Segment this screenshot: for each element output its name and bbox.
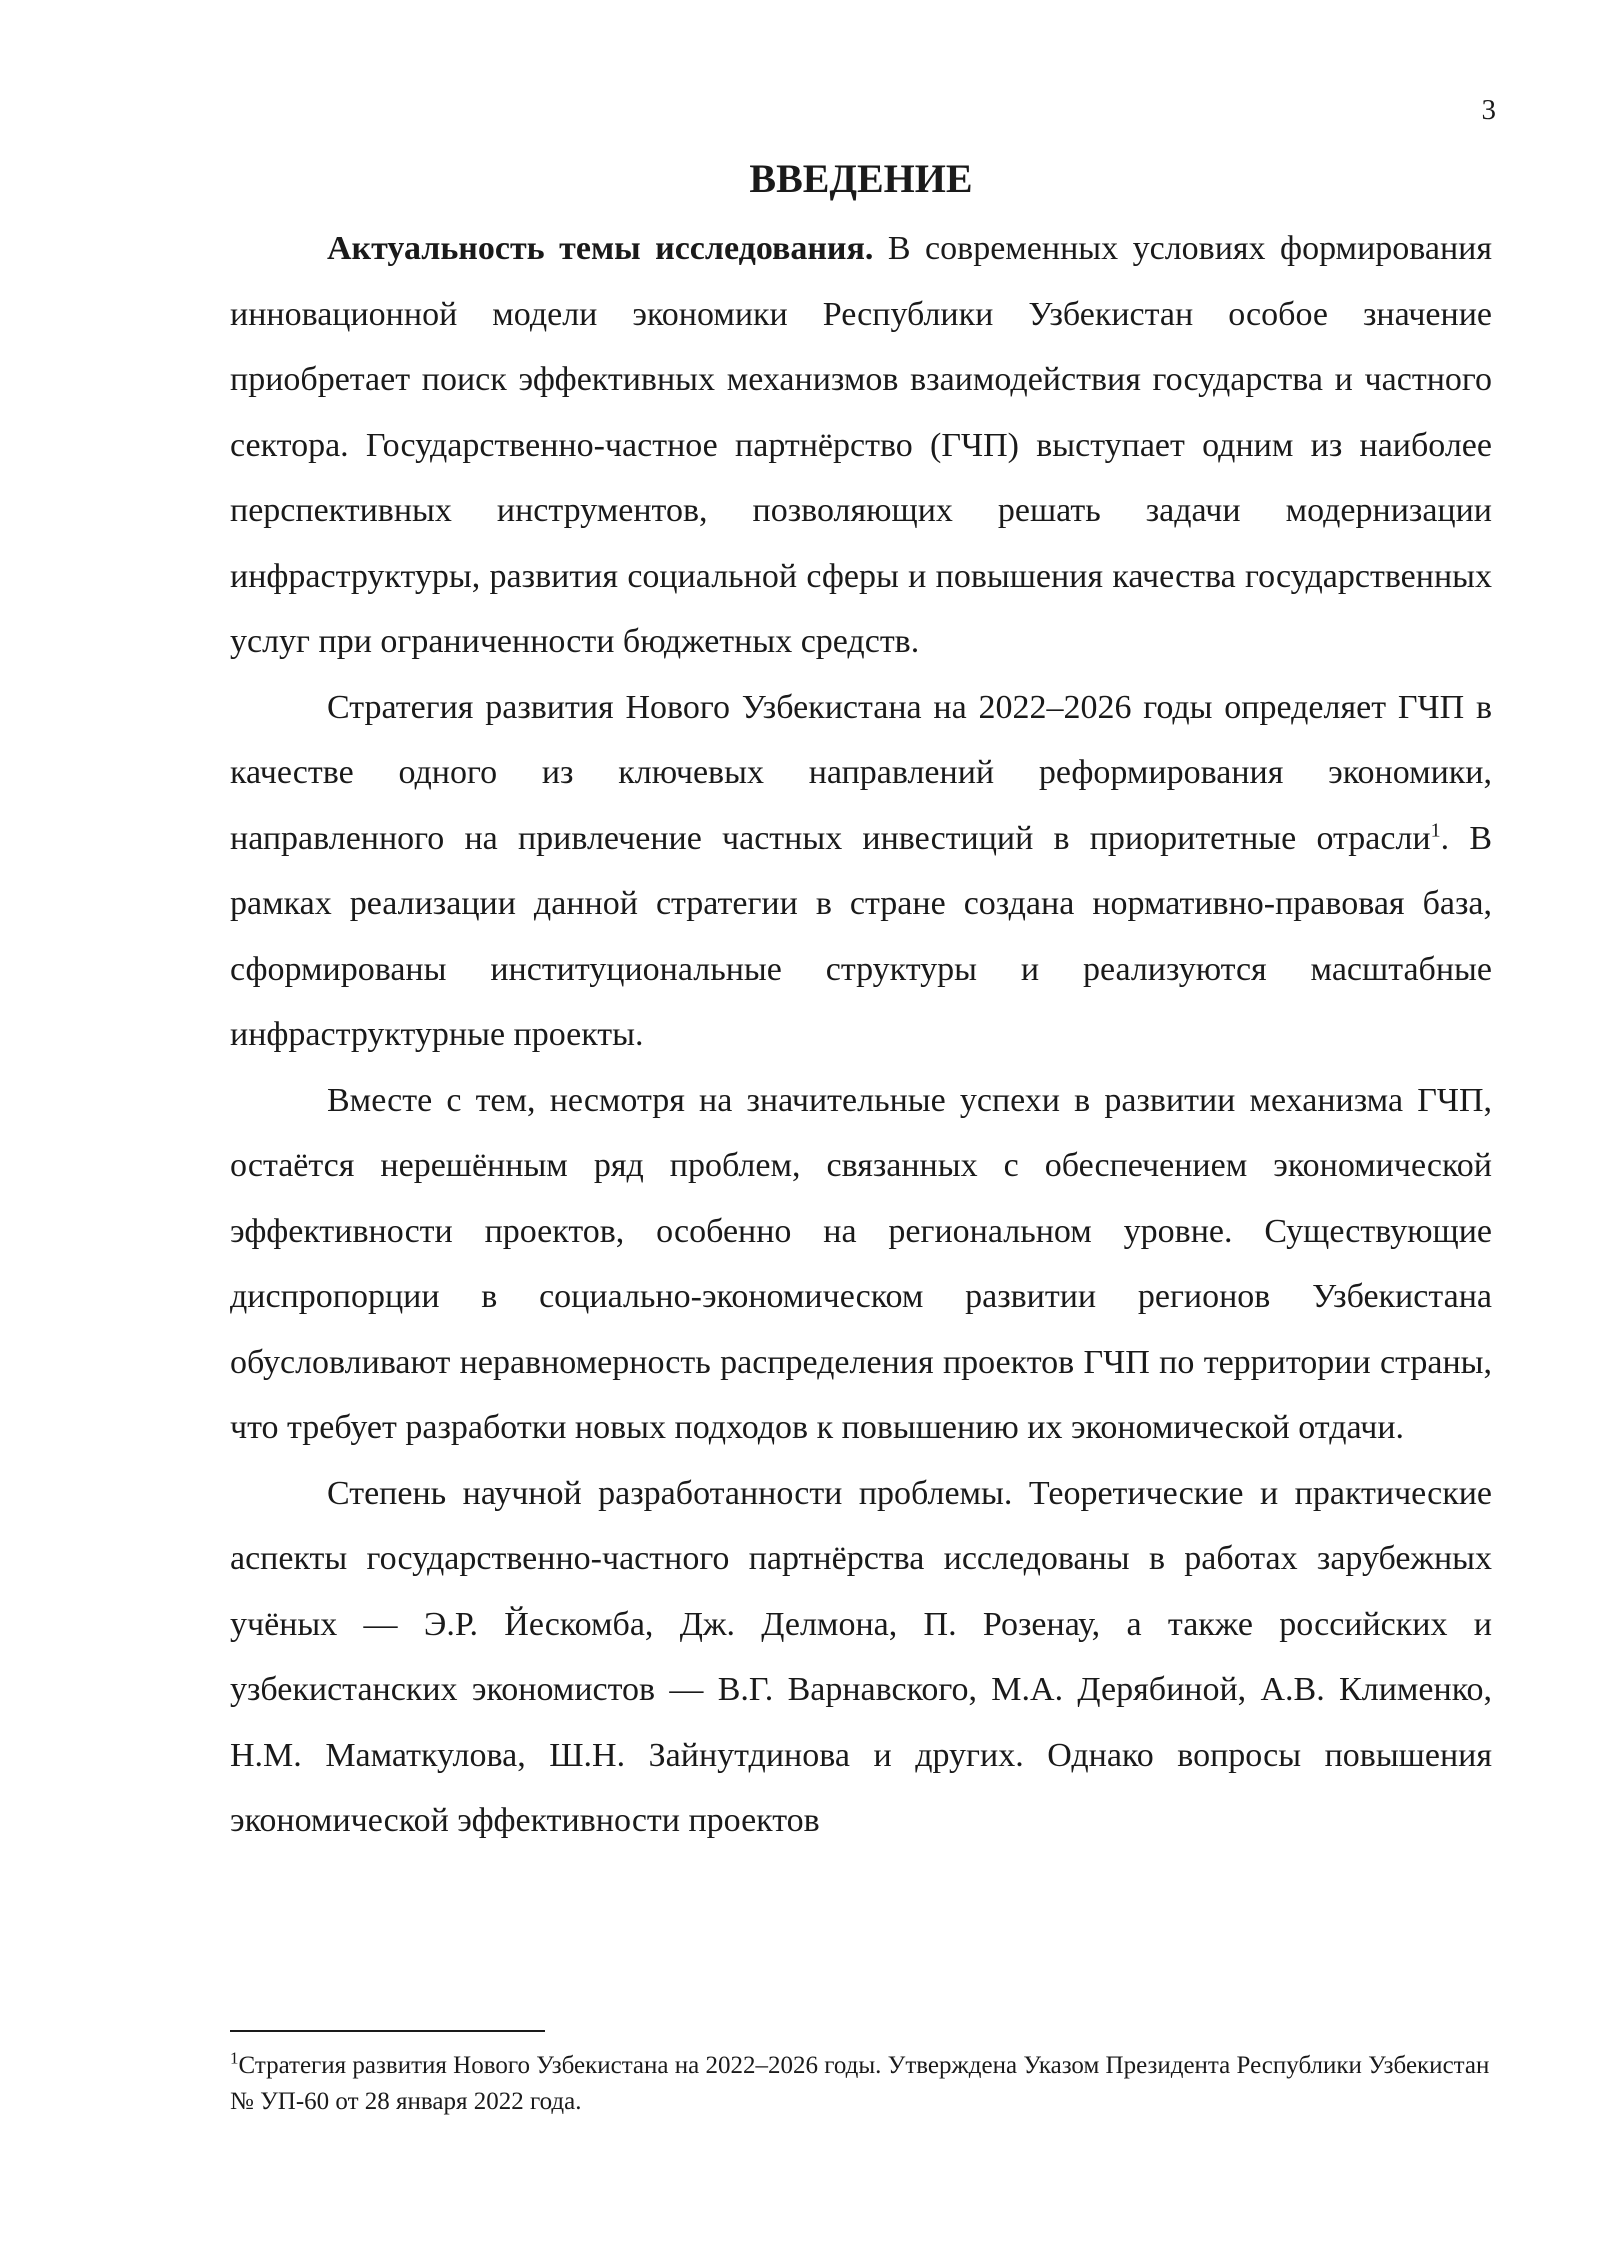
document-body [230,150,1492,1854]
footnote-reference[interactable]: 1 [1430,819,1441,842]
paragraph-text: В современных условиях формирования инновационной модели экономики Республики Узбекистан особое значение приобретает поиск эффективных механизмов взаимодействия государства и частного сектора. Государственно-частное партнёрство (ГЧП) выступает одним из наиболее перспективных инструментов, позволяющих решать задачи модернизации инфраструктуры, развития социальной сферы и повышения качества государственных услуг при ограниченности бюджетных средств. [230,230,1492,660]
section-heading: ВВЕДЕНИЕ [749,156,973,201]
footnote [230,2048,1492,2120]
paragraph-text: Вместе с тем, несмотря на значительные успехи в развитии механизма ГЧП, остаётся нерешённым ряд проблем, связанных с обеспечением экономической эффективности проектов, особенно на региональном уровне. Существующие диспропорции в социально-экономическом развитии регионов Узбекистана обусловливают неравномерность распределения проектов ГЧП по территории страны, что требует разработки новых подходов к повышению их экономической отдачи. [230,1081,1492,1446]
paragraph-lead: Актуальность темы исследования. [327,230,874,267]
paragraph-research-degree [230,1461,1492,1854]
paragraph-text: Степень научной разработанности проблемы. Теоретические и практические аспекты государственно-частного партнёрства исследованы в работах зарубежных учёных — Э.Р. Йескомба, Дж. Делмона, П. Розенау, а также российских и узбекистанских экономистов — В.Г. Варнавского, М.А. Дерябиной, А.В. Клименко, Н.М. Маматкулова, Ш.Н. Зайнутдинова и других. Однако вопросы повышения экономической эффективности проектов [230,1474,1492,1839]
footnote-marker: 1 [230,2048,239,2068]
page-number: 3 [1481,94,1496,126]
paragraph-problems [230,1068,1492,1461]
paragraph-text: . В рамках реализации данной стратегии в стране создана нормативно-правовая база, сформированы институциональные структуры и реализуются масштабные инфраструктурные проекты. [230,819,1492,1053]
paragraph-relevance [230,216,1492,675]
footnote-separator [230,2030,545,2032]
paragraph-text: Стратегия развития Нового Узбекистана на 2022–2026 годы определяет ГЧП в качестве одного из ключевых направлений реформирования экономики, направленного на привлечение частных инвестиций в приоритетные отрасли [230,688,1492,857]
footnote-text: Стратегия развития Нового Узбекистана на 2022–2026 годы. Утверждена Указом Президента Республики Узбекистан № УП-60 от 28 января 2022 года. [230,2052,1490,2115]
paragraph-strategy [230,675,1492,1068]
